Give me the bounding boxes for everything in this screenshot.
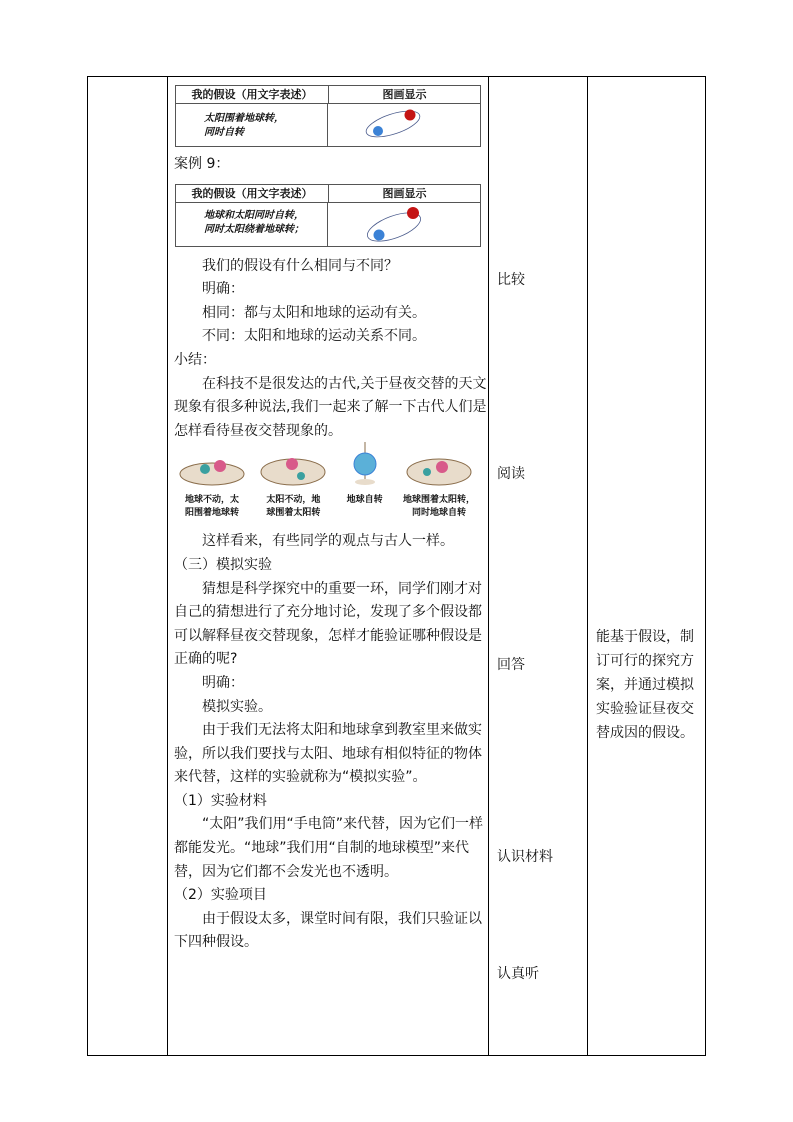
earth-icon (297, 472, 305, 480)
ancient-view-caption: 太阳不动，地 (266, 495, 321, 506)
orbit-drawing (328, 104, 480, 146)
hyp-header-drawing: 图画显示 (382, 88, 427, 101)
same-text: 相同：都与太阳和地球的运动有关。 (202, 304, 426, 321)
sun-icon (405, 110, 416, 121)
materials-text: “太阳”我们用“手电筒”来代替，因为它们一样都能发光。“地球”我们用“自制的地球模型”来代替，因为它们都不会发光也不透明。 (174, 816, 484, 880)
ancient-view-picture (343, 438, 387, 488)
question-text: 我们的假设有什么相同与不同？ (202, 257, 398, 274)
lesson-table (87, 76, 706, 1056)
hyp-header-text: 我的假设（用文字表述） (176, 185, 329, 202)
ancient-view-caption: 同时地球自转 (411, 508, 466, 519)
earth-icon (354, 453, 376, 475)
activity-read: 阅读 (497, 466, 525, 482)
orbit-drawing (328, 203, 480, 247)
column-divider (587, 77, 588, 1055)
teaching-content (174, 85, 490, 955)
clarify-label: 明确： (202, 674, 244, 691)
ancient-view-caption: 阳围着地球转 (184, 508, 239, 519)
sun-icon (286, 458, 298, 470)
hyp-header-drawing: 图画显示 (382, 186, 427, 200)
activity-materials: 认识材料 (497, 849, 553, 865)
hyp-header-text: 我的假设（用文字表述） (176, 86, 329, 103)
summary-text: 在科技不是很发达的古代,关于昼夜交替的天文现象有很多种说法,我们一起来了解一下古代人们是怎样看待昼夜交替现象的。 (174, 375, 487, 439)
column-divider (167, 77, 168, 1055)
design-intent: 能基于假设，制订可行的探究方案，并通过模拟实验验证昼夜交替成因的假设。 (596, 629, 694, 741)
earth-icon (200, 464, 210, 474)
ancient-view-caption: 地球围着太阳转， (402, 495, 475, 506)
hyp-text-line: 同时自转 (204, 127, 244, 138)
earth-icon (374, 229, 385, 240)
summary-label: 小结： (174, 351, 216, 368)
ancient-view (340, 452, 390, 520)
clarify-label: 明确： (202, 281, 244, 298)
earth-icon (373, 126, 383, 136)
hyp-text-line: 地球和太阳同时自转， (204, 209, 304, 221)
subsection-heading: （2）实验项目 (174, 887, 267, 904)
ancient-views-illustration (177, 452, 477, 520)
ancient-view-picture (259, 452, 327, 488)
hypothesis-table-case9 (175, 184, 481, 247)
after-ancients-text: 这样看来，有些同学的观点与古人一样。 (202, 533, 454, 550)
activity-compare: 比较 (497, 272, 525, 288)
sim-text: 由于我们无法将太阳和地球拿到教室里来做实验，所以我们要找与太阳、地球有相似特征的物体来代替，这样的实验就称为“模拟实验”。 (174, 722, 482, 786)
hyp-text-line: 太阳围着地球转， (204, 113, 284, 124)
ancient-view-caption: 球围着太阳转 (266, 508, 321, 519)
sun-icon (214, 460, 226, 472)
section-heading: （三）模拟实验 (174, 556, 272, 573)
activity-listen: 认真听 (497, 966, 539, 982)
ancient-view-caption: 地球不动，太 (184, 495, 239, 506)
ancient-view-picture (405, 452, 473, 488)
subsection-heading: （1）实验材料 (174, 792, 267, 809)
sim-exp-text: 模拟实验。 (202, 698, 272, 715)
hypothesis-table-case8 (175, 85, 481, 147)
sun-icon (407, 207, 419, 219)
ancient-view-caption: 地球自转 (346, 495, 383, 506)
items-text: 由于假设太多，课堂时间有限，我们只验证以下四种假设。 (174, 910, 482, 951)
activity-answer: 回答 (497, 657, 525, 673)
case-label: 案例 9： (174, 156, 230, 172)
guess-text: 猜想是科学探究中的重要一环，同学们刚才对自己的猜想进行了充分地讨论，发现了多个假设都可以解释昼夜交替现象，怎样才能验证哪种假设是正确的呢? (174, 580, 482, 668)
ancient-view-picture (178, 452, 246, 488)
earth-icon (423, 468, 431, 476)
sun-icon (436, 461, 448, 473)
hyp-text-line: 同时太阳绕着地球转； (204, 223, 304, 235)
ancient-view (177, 452, 247, 520)
diff-text: 不同：太阳和地球的运动关系不同。 (202, 328, 426, 345)
ancient-view (258, 452, 328, 520)
ancient-view (401, 452, 477, 520)
